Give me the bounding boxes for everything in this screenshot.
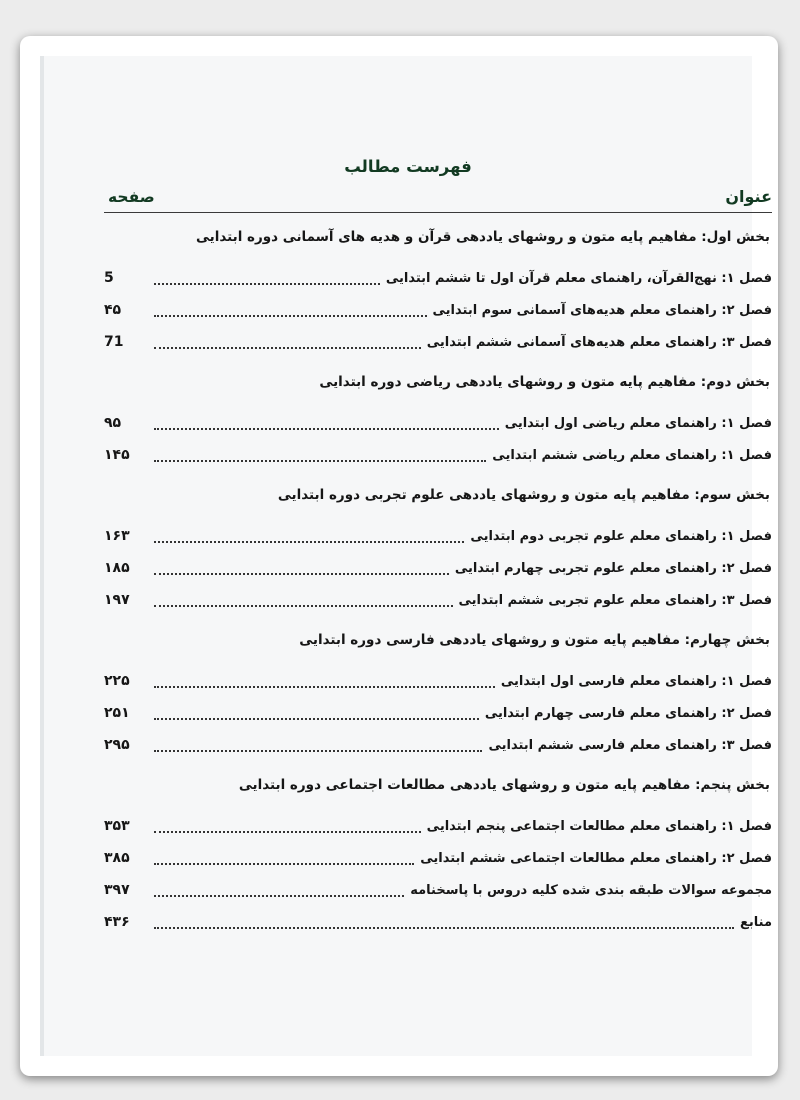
table-of-contents [104,152,772,938]
document-page [40,56,772,1056]
image-frame [20,36,778,1076]
toc-entry-label: فصل ۲: راهنمای معلم هدیه‌های آسمانی سوم ابتدایی [432,302,772,318]
column-header-row [104,182,772,213]
spacer [104,506,772,520]
dot-leader [154,750,482,752]
toc-entry-label: فصل ۱: نهج‌القرآن، راهنمای معلم قرآن اول تا ششم ابتدایی [385,270,772,286]
toc-entry[interactable] [104,407,772,439]
dot-leader [154,686,495,688]
toc-entry-page: 71 [104,334,124,350]
dot-leader [154,573,449,575]
section-title: بخش دوم: مفاهیم پایه متون و روشهای یاددهی ریاضی دوره ابتدایی [319,374,770,390]
toc-entry-page: ۲۵۱ [104,705,130,721]
toc-entry[interactable] [104,584,772,616]
spacer [104,651,772,665]
dot-leader [154,863,414,865]
spacer [104,248,772,262]
toc-entry[interactable] [104,294,772,326]
toc-entry-page: ۳۸۵ [104,850,130,866]
toc-entry-label: فصل ۱: راهنمای معلم ریاضی ششم ابتدایی [492,447,772,463]
toc-entry-label: فصل ۳: راهنمای معلم هدیه‌های آسمانی ششم ابتدایی [426,334,772,350]
toc-entry-page: ۱۶۳ [104,528,130,544]
toc-entry-page: ۲۹۵ [104,737,130,753]
toc-entry-label: فصل ۳: راهنمای معلم علوم تجربی ششم ابتدایی [458,592,772,608]
toc-entry[interactable] [104,729,772,761]
toc-entry-page: 5 [104,270,114,286]
column-page-header: صفحه [108,188,155,206]
toc-entry-page: ۱۴۵ [104,447,130,463]
toc-entry-page: ۳۵۳ [104,818,130,834]
toc-entry[interactable] [104,665,772,697]
spacer [104,213,772,226]
toc-entry-page: ۴۳۶ [104,914,130,930]
dot-leader [154,831,421,833]
toc-entry-label: فصل ۲: راهنمای معلم علوم تجربی چهارم ابتدایی [454,560,772,576]
page-title: فهرست مطالب [344,157,472,176]
toc-entry[interactable] [104,552,772,584]
dot-leader [154,895,404,897]
dot-leader [154,541,464,543]
toc-entry[interactable] [104,520,772,552]
dot-leader [154,718,479,720]
dot-leader [154,283,380,285]
toc-entry-label: فصل ۱: راهنمای معلم مطالعات اجتماعی پنجم ابتدایی [426,818,772,834]
toc-entry-label: فصل ۱: راهنمای معلم علوم تجربی دوم ابتدایی [470,528,772,544]
dot-leader [154,460,486,462]
toc-entry[interactable] [104,874,772,906]
toc-entry-label: فصل ۱: راهنمای معلم ریاضی اول ابتدایی [504,415,772,431]
section-title: بخش اول: مفاهیم پایه متون و روشهای یاددهی قرآن و هدیه های آسمانی دوره ابتدایی [195,229,770,245]
section-title: بخش سوم: مفاهیم پایه متون و روشهای یاددهی علوم تجربی دوره ابتدایی [277,487,770,503]
toc-entry[interactable] [104,906,772,938]
dot-leader [154,605,453,607]
toc-entry-label: مجموعه سوالات طبقه بندی شده کلیه دروس با پاسخنامه [410,882,772,898]
toc-entry[interactable] [104,439,772,471]
section-title: بخش پنجم: مفاهیم پایه متون و روشهای یاددهی مطالعات اجتماعی دوره ابتدایی [238,777,770,793]
dot-leader [154,347,421,349]
toc-entry-label: فصل ۱: راهنمای معلم فارسی اول ابتدایی [500,673,772,689]
toc-entry[interactable] [104,810,772,842]
toc-entry-label: فصل ۲: راهنمای معلم مطالعات اجتماعی ششم ابتدایی [420,850,772,866]
toc-entry-page: ۴۵ [104,302,122,318]
column-title-header: عنوان [725,187,772,206]
toc-entry-page: ۹۵ [104,415,122,431]
spacer [104,796,772,810]
toc-entry[interactable] [104,842,772,874]
toc-entry-label: فصل ۳: راهنمای معلم فارسی ششم ابتدایی [488,737,772,753]
dot-leader [154,315,427,317]
spacer [104,616,772,629]
dot-leader [154,927,734,929]
toc-entry-label: فصل ۲: راهنمای معلم فارسی چهارم ابتدایی [484,705,772,721]
spacer [104,358,772,371]
spacer [104,761,772,774]
spacer [104,393,772,407]
spacer [104,471,772,484]
toc-entry[interactable] [104,326,772,358]
toc-entry[interactable] [104,262,772,294]
toc-entry-label: منابع [740,914,772,930]
toc-entry-page: ۱۹۷ [104,592,130,608]
section-title: بخش چهارم: مفاهیم پایه متون و روشهای یاددهی فارسی دوره ابتدایی [299,632,770,648]
dot-leader [154,428,499,430]
toc-entry[interactable] [104,697,772,729]
toc-entry-page: ۳۹۷ [104,882,130,898]
toc-entry-page: ۲۲۵ [104,673,130,689]
toc-entry-page: ۱۸۵ [104,560,130,576]
